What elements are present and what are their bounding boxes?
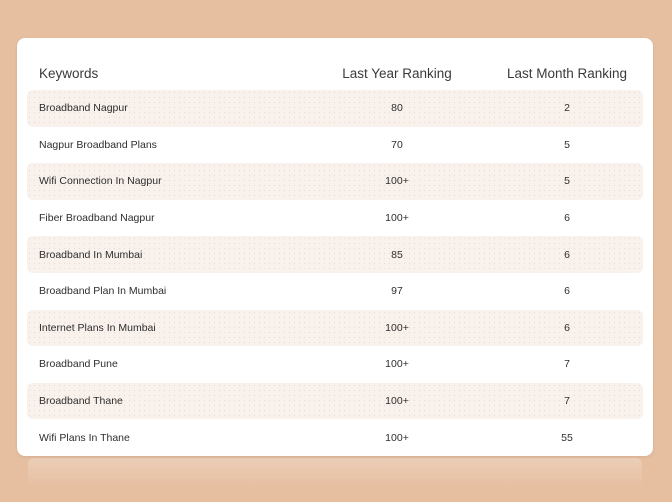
table-row [27,127,643,164]
last-month-cell: 6 [564,285,570,298]
last-month-cell: 6 [564,212,570,225]
keyword-cell: Fiber Broadband Nagpur [39,212,155,225]
keyword-cell: Broadband Plan In Mumbai [39,285,167,298]
last-year-cell: 100+ [385,212,409,225]
table-row [27,273,643,310]
last-month-cell: 7 [564,395,570,408]
last-month-cell: 55 [561,431,573,444]
table-header [17,38,653,90]
table-row [27,346,643,383]
keyword-cell: Internet Plans In Mumbai [39,321,156,334]
keyword-cell: Broadband In Mumbai [39,248,143,261]
keyword-cell: Broadband Pune [39,358,118,371]
table-row [27,163,643,200]
header-keywords: Keywords [39,66,99,81]
last-year-cell: 100+ [385,321,409,334]
last-month-cell: 5 [564,175,570,188]
keyword-cell: Broadband Nagpur [39,102,128,115]
table-row [27,200,643,237]
keyword-cell: Nagpur Broadband Plans [39,138,157,151]
header-last-year-ranking: Last Year Ranking [342,66,452,81]
header-last-month-ranking: Last Month Ranking [506,66,628,81]
card-shadow [28,458,642,488]
last-year-cell: 80 [391,102,403,115]
last-year-cell: 70 [391,138,403,151]
last-month-cell: 7 [564,358,570,371]
last-month-cell: 6 [564,321,570,334]
last-year-cell: 100+ [385,431,409,444]
ranking-table-card [17,38,653,456]
table-row [27,90,643,127]
table-row [27,419,643,456]
table-row [27,236,643,273]
last-month-cell: 2 [564,102,570,115]
keyword-cell: Broadband Thane [39,395,123,408]
last-month-cell: 5 [564,138,570,151]
last-year-cell: 97 [391,285,403,298]
last-year-cell: 85 [391,248,403,261]
table-row [27,383,643,420]
last-year-cell: 100+ [385,175,409,188]
table-row [27,310,643,347]
keyword-cell: Wifi Plans In Thane [39,431,130,444]
keyword-cell: Wifi Connection In Nagpur [39,175,162,188]
table-body [27,90,643,456]
last-year-cell: 100+ [385,395,409,408]
last-year-cell: 100+ [385,358,409,371]
last-month-cell: 6 [564,248,570,261]
